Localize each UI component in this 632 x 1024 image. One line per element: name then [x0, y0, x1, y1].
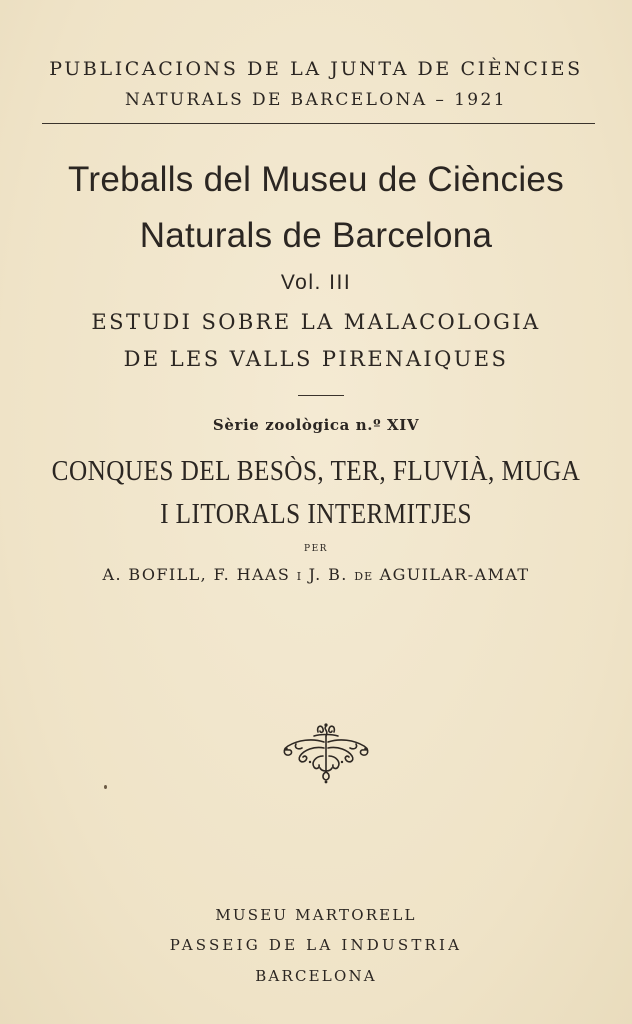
author-particle: DE	[354, 570, 374, 583]
author-conjunction: I	[296, 570, 303, 583]
series-label: Sèrie zoològica n.º XIV	[212, 416, 420, 434]
per-label: PER	[304, 544, 328, 554]
imprint-line-1: MUSEU MARTORELL	[215, 906, 417, 924]
study-title-line-1: ESTUDI SOBRE LA MALACOLOGIA	[91, 310, 541, 334]
publisher-line-1: PUBLICACIONS DE LA JUNTA DE CIÈNCIES	[49, 58, 583, 80]
header-rule	[42, 123, 595, 124]
section-rule	[298, 395, 344, 396]
fleuron-ornament-icon	[276, 722, 376, 784]
paper-speck	[104, 785, 107, 789]
publisher-line-2: NATURALS DE BARCELONA – 1921	[125, 90, 507, 110]
subject-line-1: CONQUES DEL BESÒS, TER, FLUVIÀ, MUGA	[51, 456, 581, 487]
volume-label: Vol. III	[280, 271, 352, 294]
imprint-line-2: PASSEIG DE LA INDUSTRIA	[169, 936, 463, 954]
authors-line	[0, 565, 632, 584]
author-1: A. BOFILL, F. HAAS	[102, 565, 291, 584]
study-title-line-2: DE LES VALLS PIRENAIQUES	[123, 347, 509, 371]
main-title-line-1: Treballs del Museu de Ciències	[68, 160, 564, 199]
imprint-line-3: BARCELONA	[255, 967, 377, 985]
author-2: J. B.	[308, 565, 348, 584]
subject-line-2: I LITORALS INTERMITJES	[160, 499, 472, 530]
author-3: AGUILAR-AMAT	[379, 565, 530, 584]
main-title-line-2: Naturals de Barcelona	[139, 216, 493, 255]
